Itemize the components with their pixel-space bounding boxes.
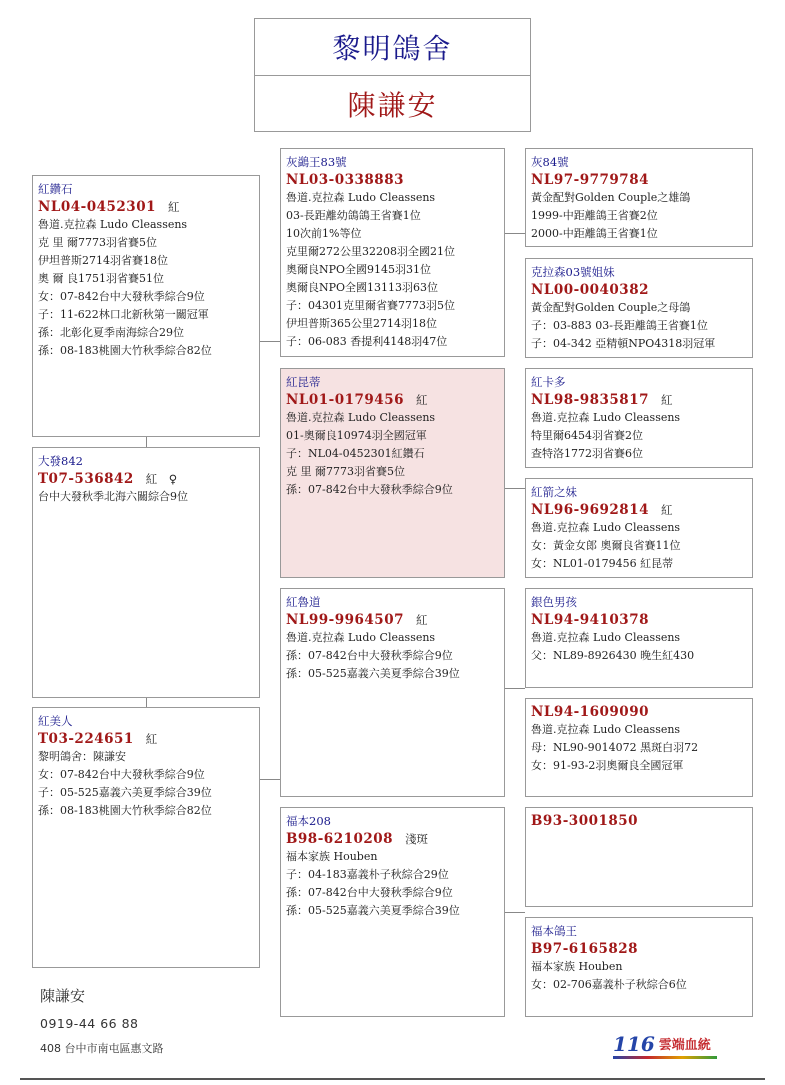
pigeon-card-dd (280, 807, 505, 1017)
ring-number: NL01-0179456 紅 (286, 392, 428, 408)
connector (505, 488, 525, 489)
connector (505, 912, 525, 913)
owner-name-row (255, 75, 530, 132)
owner-info (40, 985, 164, 1056)
pigeon-card-ddd (525, 917, 753, 1017)
ring-number: NL94-1609090 (531, 704, 649, 720)
pedigree-line: 父：NL89-8926430 晚生紅430 (531, 649, 695, 662)
pedigree-line: 魯道.克拉森 Ludo Cleassens (286, 411, 436, 424)
ring-number: NL94-9410378 (531, 612, 649, 628)
ring-number: NL97-9779784 (531, 172, 649, 188)
pedigree-line: 黃金配對Golden Couple之母鴿 (531, 301, 691, 314)
ring-number: NL96-9692814 紅 (531, 502, 673, 518)
pedigree-line: 克 里 爾7773羽省賽5位 (286, 465, 405, 478)
pedigree-line: 女：NL01-0179456 紅昆蒂 (531, 557, 674, 570)
pedigree-line: 奧爾良NPO全國13113羽63位 (286, 281, 439, 294)
pedigree-line: 女：91-93-2羽奧爾良全國冠軍 (531, 759, 684, 772)
owner-name: 陳謙安 (347, 89, 438, 122)
ring-number: T03-224651 紅 (38, 731, 158, 747)
ring-number: NL99-9964507 紅 (286, 612, 428, 628)
pigeon-card-sss (525, 148, 753, 247)
ring-number: B93-3001850 (531, 813, 639, 829)
pigeon-color: 紅 (660, 393, 673, 407)
pedigree-line: 女：07-842台中大發秋季綜合9位 (38, 290, 205, 303)
pigeon-card-sds (525, 368, 753, 468)
bottom-divider (20, 1078, 765, 1080)
pedigree-line: 奧 爾 良1751羽省賽51位 (38, 272, 164, 285)
pigeon-name: 紅昆蒂 (286, 375, 321, 389)
pigeon-name: 紅魯道 (286, 595, 321, 609)
pedigree-line: 魯道.克拉森 Ludo Cleassens (531, 723, 681, 736)
pigeon-name: 灰84號 (531, 155, 569, 169)
logo-text: 雲端血統 (658, 1038, 711, 1053)
pedigree-line: 子：11-622林口北新秋第一關冠軍 (38, 308, 209, 321)
pedigree-line: 子：04301克里爾省賽7773羽5位 (286, 299, 455, 312)
pigeon-color: 淺斑 (405, 832, 429, 846)
pedigree-line: 魯道.克拉森 Ludo Cleassens (38, 218, 188, 231)
pigeon-card-bottom-left (32, 707, 260, 968)
pigeon-name: 紅鑽石 (38, 182, 73, 196)
pedigree-line: 孫：08-183桃園大竹秋季綜合82位 (38, 804, 212, 817)
pigeon-card-ss (280, 148, 505, 357)
pigeon-card-dsd (525, 698, 753, 797)
pigeon-name: 福本208 (286, 814, 331, 828)
pedigree-line: 魯道.克拉森 Ludo Cleassens (531, 631, 681, 644)
ring-number: B98-6210208 淺斑 (286, 831, 429, 847)
pigeon-name: 紅美人 (38, 714, 73, 728)
pedigree-line: 孫：北彰化夏季南海綜合29位 (38, 326, 184, 339)
connector (146, 698, 147, 707)
connector (505, 233, 525, 234)
pedigree-line: 孫：07-842台中大發秋季綜合9位 (286, 483, 453, 496)
pigeon-name: 紅卡多 (531, 375, 566, 389)
pedigree-line: 女：07-842台中大發秋季綜合9位 (38, 768, 205, 781)
logo-underline (613, 1056, 717, 1059)
pedigree-line: 黎明鴿舍：陳謙安 (38, 750, 126, 763)
pedigree-line: 伊坦普斯365公里2714羽18位 (286, 317, 437, 330)
pedigree-line: 03-長距離幼鴿鴿王省賽1位 (286, 209, 421, 222)
pedigree-line: 黃金配對Golden Couple之雄鴿 (531, 191, 691, 204)
connector (146, 437, 147, 447)
pigeon-card-ds (280, 588, 505, 797)
pedigree-line: 01-奧爾良10974羽全國冠軍 (286, 429, 427, 442)
pigeon-card-sd (280, 368, 505, 578)
ring-number: NL04-0452301 紅 (38, 199, 180, 215)
pigeon-name: 銀色男孩 (531, 595, 577, 609)
pigeon-color: 紅 ♀ (145, 472, 178, 486)
brand-logo (613, 1032, 711, 1056)
pigeon-color: 紅 (660, 503, 673, 517)
pigeon-name: 福本鴿王 (531, 924, 577, 938)
pedigree-line: 孫：05-525嘉義六美夏季綜合39位 (286, 667, 460, 680)
connector (260, 341, 280, 342)
owner-info-name: 陳謙安 (40, 987, 86, 1005)
ring-number: T07-536842 紅 ♀ (38, 471, 178, 487)
pedigree-line: 魯道.克拉森 Ludo Cleassens (286, 191, 436, 204)
pedigree-line: 孫：05-525嘉義六美夏季綜合39位 (286, 904, 460, 917)
loft-name: 黎明鴿舍 (332, 32, 453, 65)
owner-phone: 0919-44 66 88 (40, 1016, 139, 1031)
connector (260, 779, 280, 780)
pedigree-line: 子：06-083 香提利4148羽47位 (286, 335, 448, 348)
pedigree-line: 克里爾272公里32208羽全國21位 (286, 245, 455, 258)
pigeon-card-dam (32, 447, 260, 698)
pedigree-line: 克 里 爾7773羽省賽5位 (38, 236, 157, 249)
connector (505, 688, 525, 689)
pedigree-line: 子：04-342 亞精頓NPO4318羽冠軍 (531, 337, 716, 350)
pedigree-line: 孫：07-842台中大發秋季綜合9位 (286, 649, 453, 662)
pigeon-card-dds (525, 807, 753, 907)
pigeon-card-ssd (525, 258, 753, 358)
pedigree-line: 福本家族 Houben (286, 850, 378, 863)
pigeon-color: 紅 (415, 613, 428, 627)
pigeon-name: 紅箭之妹 (531, 485, 577, 499)
pedigree-line: 女：黃金女郎 奧爾良省賽11位 (531, 539, 681, 552)
ring-number: B97-6165828 (531, 941, 639, 957)
ring-number: NL00-0040382 (531, 282, 649, 298)
loft-name-row (255, 19, 530, 75)
pedigree-line: 福本家族 Houben (531, 960, 623, 973)
pigeon-card-sire (32, 175, 260, 437)
pigeon-color: 紅 (167, 200, 180, 214)
pedigree-line: 魯道.克拉森 Ludo Cleassens (531, 521, 681, 534)
pedigree-line: 1999-中距離鴿王省賽2位 (531, 209, 658, 222)
pigeon-card-dss (525, 588, 753, 688)
pigeon-card-sdd (525, 478, 753, 578)
pedigree-line: 母：NL90-9014072 黑斑白羽72 (531, 741, 699, 754)
logo-number: 116 (613, 1032, 655, 1056)
pedigree-line: 魯道.克拉森 Ludo Cleassens (286, 631, 436, 644)
pedigree-line: 2000-中距離鴿王省賽1位 (531, 227, 658, 240)
pigeon-name: 大發842 (38, 454, 83, 468)
header-box (254, 18, 531, 132)
pigeon-color: 紅 (145, 732, 158, 746)
pedigree-line: 伊坦普斯2714羽省賽18位 (38, 254, 168, 267)
pedigree-line: 魯道.克拉森 Ludo Cleassens (531, 411, 681, 424)
pigeon-name: 克拉森03號姐妹 (531, 265, 615, 279)
pedigree-line: 子：04-183嘉義朴子秋綜合29位 (286, 868, 449, 881)
ring-number: NL03-0338883 (286, 172, 404, 188)
pedigree-line: 女：02-706嘉義朴子秋綜合6位 (531, 978, 687, 991)
pedigree-line: 台中大發秋季北海六關綜合9位 (38, 490, 188, 503)
pedigree-line: 特里爾6454羽省賽2位 (531, 429, 643, 442)
pedigree-line: 子：03-883 03-長距離鴿王省賽1位 (531, 319, 708, 332)
ring-number: NL98-9835817 紅 (531, 392, 673, 408)
pedigree-line: 孫：07-842台中大發秋季綜合9位 (286, 886, 453, 899)
pedigree-line: 奧爾良NPO全國9145羽31位 (286, 263, 432, 276)
pedigree-line: 查特洛1772羽省賽6位 (531, 447, 643, 460)
pigeon-name: 灰鷁王83號 (286, 155, 347, 169)
pedigree-line: 孫：08-183桃園大竹秋季綜合82位 (38, 344, 212, 357)
pedigree-line: 子：05-525嘉義六美夏季綜合39位 (38, 786, 212, 799)
owner-address: 408 台中市南屯區惠文路 (40, 1042, 164, 1055)
pedigree-line: 10次前1%等位 (286, 227, 362, 240)
pigeon-color: 紅 (415, 393, 428, 407)
pedigree-line: 子：NL04-0452301紅鑽石 (286, 447, 425, 460)
